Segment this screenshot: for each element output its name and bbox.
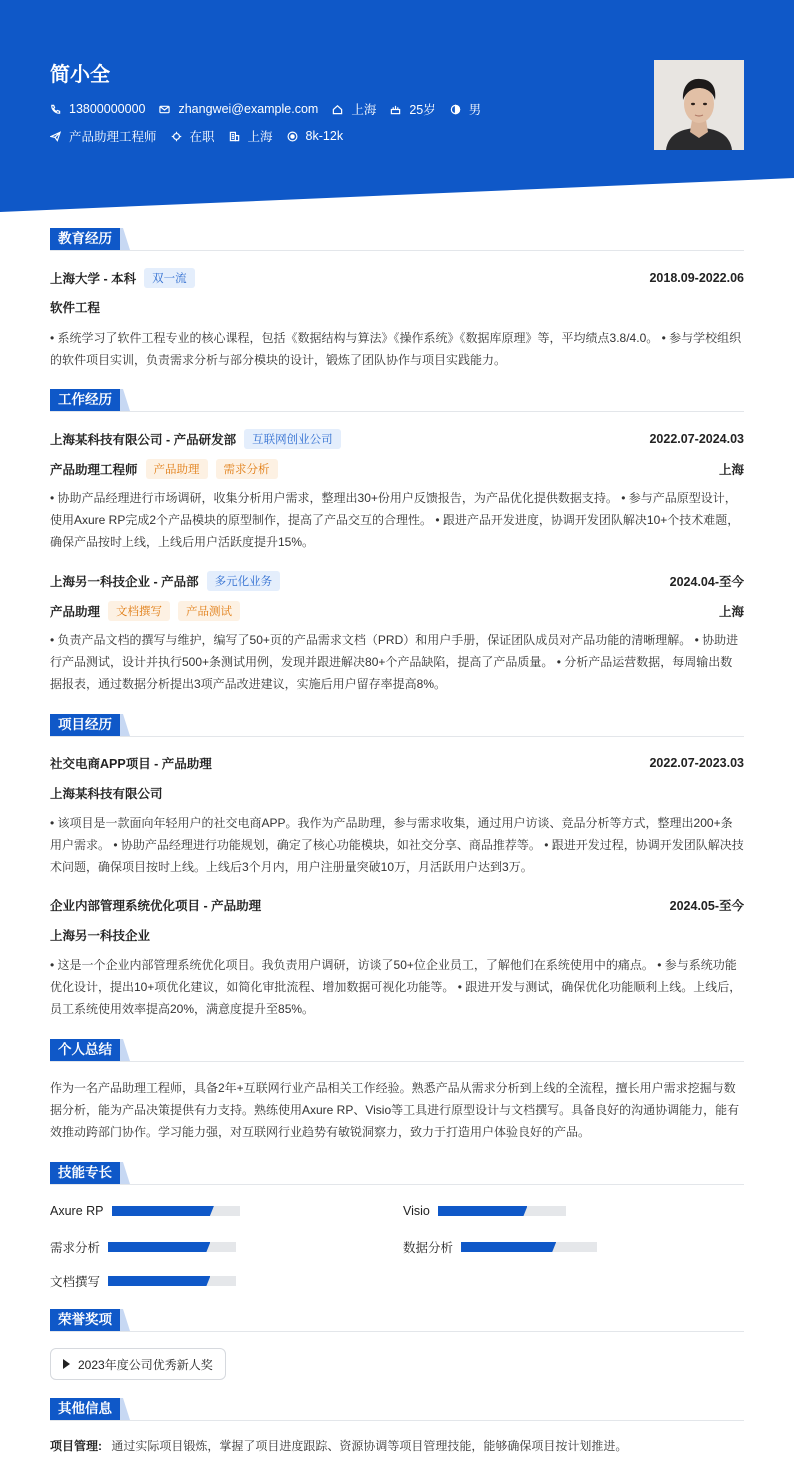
section-title-decoration [120,714,130,736]
section-title-decoration [120,228,130,250]
section-awards-label: 荣誉奖项 [50,1309,120,1331]
section-summary [50,1039,130,1061]
skill-level-fill [438,1206,528,1216]
hometown-text: 上海 [351,103,377,117]
status-info [171,127,215,145]
work-role-row [50,459,744,479]
phone-icon [50,104,61,115]
status-icon [171,131,182,142]
phone-text: 13800000000 [69,102,146,116]
skill-level-bar [461,1242,597,1252]
section-summary-label: 个人总结 [50,1039,120,1061]
work-company-tag: 多元化业务 [207,571,281,591]
project-entry-header [50,896,744,914]
work-company-tag: 互联网创业公司 [244,429,341,449]
project-company: 上海另一科技企业 [50,929,151,943]
project-description: • 这是一个企业内部管理系统优化项目。我负责用户调研，访谈了50+位企业员工，了解他们在系统使用中的痛点。 • 参与系统功能优化设计，提出10+项优化建议，如简化审批流程、增加数据可视化功能等。 • 跟进开发与测试，确保优化功能顺利上线。上线后，员工系统使用效率提高20%，满意度提升至85%。 [50,958,742,1016]
skill-level-bar [112,1206,240,1216]
section-divider [50,736,744,737]
skill-item [403,1238,597,1256]
project-entry-header [50,754,744,772]
phone-info [50,102,145,116]
education-description: • 系统学习了软件工程专业的核心课程，包括《数据结构与算法》《操作系统》《数据库原理》等，平均绩点3.8/4.0。 • 参与学校组织的软件项目实训，负责需求分析与部分模块的设计，锻炼了团队协作与项目实践能力。 [50,331,742,367]
section-divider [50,250,744,251]
skill-level-fill [461,1242,556,1252]
work-skill-tag: 文档撰写 [108,601,170,621]
education-major-row [50,298,744,316]
work-role-row [50,601,744,621]
skill-level-fill [108,1276,210,1286]
work-location: 上海 [718,605,744,619]
education-date: 2018.09-2022.06 [649,271,744,285]
skill-item [403,1204,566,1218]
section-divider [50,1420,744,1421]
work-company: 上海某科技有限公司 - 产品研发部 [50,433,237,447]
email-text: zhangwei@example.com [178,102,319,116]
other-info-label: 项目管理: [50,1439,102,1453]
section-skills [50,1162,130,1184]
section-title-decoration [120,1398,130,1420]
status-text: 在职 [189,130,215,144]
skill-name: 数据分析 [403,1241,454,1255]
work-location: 上海 [718,463,744,477]
skill-name: Axure RP [50,1204,104,1218]
education-school: 上海大学 - 本科 [50,272,137,286]
section-skills-label: 技能专长 [50,1162,120,1184]
skill-level-fill [112,1206,214,1216]
section-divider [50,1331,744,1332]
project-company: 上海某科技有限公司 [50,787,163,801]
education-tag: 双一流 [144,268,195,288]
section-other [50,1398,130,1420]
section-education-label: 教育经历 [50,228,120,250]
section-title-decoration [120,1039,130,1061]
work-company: 上海另一科技企业 - 产品部 [50,575,199,589]
age-text: 25岁 [409,103,436,117]
skill-item [50,1238,236,1256]
position-text: 产品助理工程师 [69,130,157,144]
salary-info [287,129,344,143]
profile-photo [654,60,744,150]
skill-item [50,1272,236,1290]
section-divider [50,1061,744,1062]
skill-name: 文档撰写 [50,1275,101,1289]
project-date: 2022.07-2023.03 [649,756,744,770]
work-description: • 负责产品文档的撰写与维护，编写了50+页的产品需求文档（PRD）和用户手册，保证团队成员对产品功能的清晰理解。 • 协助进行产品测试，设计并执行500+条测试用例，发现并跟进解决80+个产品缺陷，提高了产品质量。 • 分析产品运营数据，每周输出数据报表，通过数据分析提出3项产品改进建议，实施后用户留存率提高8%。 [50,633,739,691]
section-work-label: 工作经历 [50,389,120,411]
section-projects [50,714,130,736]
cake-icon [390,104,401,115]
section-divider [50,1184,744,1185]
project-company-row [50,784,744,802]
hometown-info [332,100,376,118]
candidate-name: 简小全 [50,64,110,86]
section-title-decoration [120,389,130,411]
work-description: • 协助产品经理进行市场调研，收集分析用户需求，整理出30+份用户反馈报告，为产品优化提供数据支持。 • 参与产品原型设计，使用Axure RP完成2个产品模块的原型制作，提高了产品交互的合理性。 • 跟进产品开发进度，协调开发团队解决10+个技术难题，确保产品按时上线，上线后用户活跃度提升15%。 [50,491,740,549]
work-entry-header [50,429,744,449]
section-other-label: 其他信息 [50,1398,120,1420]
award-item[interactable] [50,1348,226,1380]
skill-level-bar [108,1242,236,1252]
city-text: 上海 [247,130,273,144]
age-info [390,100,435,118]
work-date: 2022.07-2024.03 [649,432,744,446]
portrait-image [654,60,744,150]
project-description: • 该项目是一款面向年轻用户的社交电商APP。我作为产品助理，参与需求收集，通过用户访谈、竞品分析等方式，整理出200+条用户需求。 • 协助产品经理进行功能规划，确定了核心功能模块，如社交分享、商品推荐等。 • 跟进开发过程，协调开发团队解决技术问题，确保项目按时上线。上线后3个月内，用户注册量突破10万，月活跃用户达到3万。 [50,816,744,874]
skill-name: 需求分析 [50,1241,101,1255]
gender-text: 男 [468,103,482,117]
section-awards [50,1309,130,1331]
section-projects-label: 项目经历 [50,714,120,736]
gender-icon [450,104,461,115]
work-title: 产品助理 [50,605,101,619]
job-intent-row [50,127,357,145]
project-name: 社交电商APP项目 - 产品助理 [50,757,212,771]
other-info-text: 通过实际项目锻炼，掌握了项目进度跟踪、资源协调等项目管理技能，能够确保项目按计划推进。 [111,1439,628,1453]
project-name: 企业内部管理系统优化项目 - 产品助理 [50,899,262,913]
work-entry-header [50,571,744,591]
city-info [229,127,273,145]
skill-level-bar [108,1276,236,1286]
home-icon [332,104,343,115]
coin-icon [287,131,298,142]
work-skill-tag: 需求分析 [216,459,278,479]
work-title: 产品助理工程师 [50,463,138,477]
gender-info [450,100,482,118]
skill-name: Visio [403,1204,430,1218]
section-work [50,389,130,411]
summary-text: 作为一名产品助理工程师，具备2年+互联网行业产品相关工作经验。熟悉产品从需求分析到上线的全流程，擅长用户需求挖掘与数据分析，能为产品决策提供有力支持。熟练使用Axure RP、Visio等工具进行原型设计与文档撰写。具备良好的沟通协调能力，能有效推动跨部门协作。学习能力强，对互联网行业趋势有敏锐洞察力，致力于打造用户体验良好的产品。 [50,1081,740,1139]
position-info [50,127,157,145]
education-major: 软件工程 [50,301,101,315]
section-title-decoration [120,1162,130,1184]
project-company-row [50,926,744,944]
skill-item [50,1204,240,1218]
education-entry-header [50,268,744,288]
mail-icon [159,104,170,115]
contact-row [50,100,495,118]
other-info [50,1437,627,1454]
work-skill-tag: 产品测试 [178,601,240,621]
section-education [50,228,130,250]
skill-level-bar [438,1206,566,1216]
work-date: 2024.04-至今 [669,575,744,589]
building-icon [229,131,240,142]
send-icon [50,131,61,142]
work-skill-tag: 产品助理 [146,459,208,479]
section-divider [50,411,744,412]
section-title-decoration [120,1309,130,1331]
play-triangle-icon [63,1359,70,1369]
award-text: 2023年度公司优秀新人奖 [78,1357,213,1372]
project-date: 2024.05-至今 [669,899,744,913]
skill-level-fill [108,1242,210,1252]
salary-text: 8k-12k [305,129,344,143]
email-info [159,102,318,116]
